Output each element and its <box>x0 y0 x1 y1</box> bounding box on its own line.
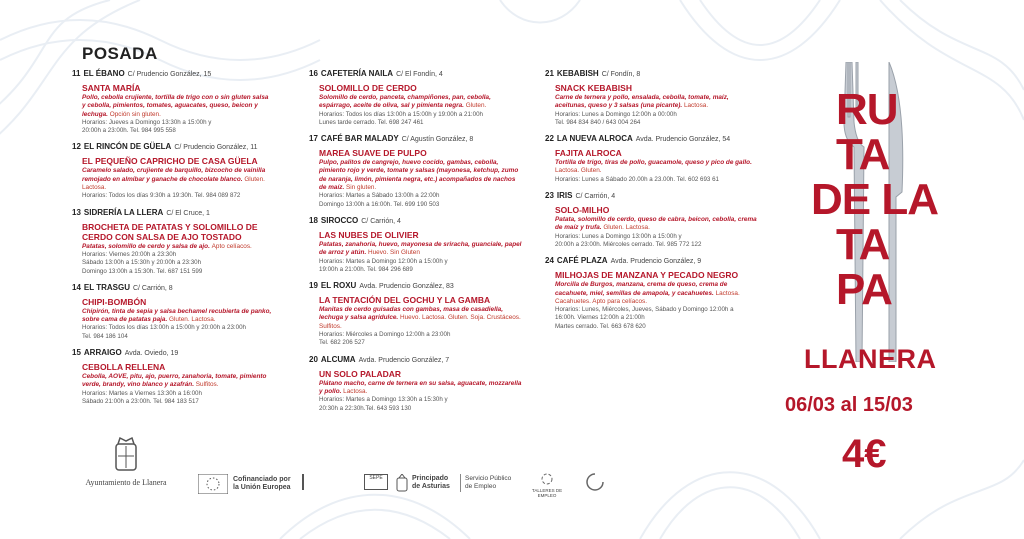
dish-ingredients: Solomillo de cerdo, panceta, champiñones, pan, cebolla, espárrago, aceite de oliva, sal y pimienta negra. <box>319 94 491 110</box>
dish-name: SOLO-MILHO <box>555 205 610 216</box>
restaurant-number: 20 <box>309 354 318 364</box>
restaurant-name: EL ROXU <box>320 281 357 291</box>
schedule-line: Horarios: Lunes a Sábado 20.00h a 23.00h. Tel. 602 693 61 <box>555 175 719 183</box>
dish-name: CEBOLLA RELLENA <box>82 362 166 373</box>
schedule-line: 20:30h a 22:30h.Tel. 643 593 130 <box>319 404 412 412</box>
schedule-line: Martes cerrado. Tel. 663 678 620 <box>555 322 646 330</box>
restaurant-number: 19 <box>309 281 318 291</box>
dish-description <box>319 241 524 258</box>
dish-allergens: Gluten. Lactosa. <box>603 224 650 232</box>
dish-allergens: Gluten. <box>465 102 487 110</box>
restaurant-entry <box>72 347 272 406</box>
restaurant-address: C/ Prudencio González, 11 <box>174 144 258 152</box>
restaurant-header <box>309 133 524 145</box>
dish-description <box>82 308 272 325</box>
title-line-2: TA <box>836 130 890 179</box>
dish-name: LA TENTACIÓN DEL GOCHU Y LA GAMBA <box>319 295 491 306</box>
column-2 <box>309 68 524 419</box>
restaurant-number: 12 <box>72 142 81 152</box>
restaurant-name: LA NUEVA ALROCA <box>556 134 633 144</box>
ayuntamiento-logo <box>78 436 174 487</box>
dish-name: LAS NUBES DE OLIVIER <box>319 229 419 240</box>
dish-ingredients: Carne de ternera y pollo, ensalada, cebolla, tomate, maíz, aceitunas, queso y 3 salsas (una picante). <box>555 94 729 110</box>
coat-of-arms-icon <box>112 436 140 476</box>
restaurant-header <box>545 68 760 80</box>
restaurant-number: 23 <box>545 191 554 201</box>
schedule-line: 20:00h a 23:00h. Tel. 984 995 558 <box>82 127 176 135</box>
partner-swirl-icon <box>585 472 605 492</box>
restaurant-header <box>72 141 272 153</box>
restaurant-number: 24 <box>545 256 554 266</box>
restaurant-header <box>72 68 272 80</box>
restaurant-number: 16 <box>309 69 318 78</box>
restaurant-header <box>309 280 524 292</box>
restaurant-entry <box>309 280 524 347</box>
place-name: LLANERA <box>804 344 937 374</box>
dish-description <box>555 216 760 233</box>
talleres-label: TALLERES DE EMPLEO <box>531 488 563 498</box>
restaurant-entry <box>309 215 524 274</box>
restaurant-header <box>309 354 524 366</box>
dish-ingredients: Cebolla, AOVE, pitu, ajo, puerro, zanahoria, tomate, pimiento verde, brandy, vino blanco y azafrán. <box>82 373 267 389</box>
title-line-3: DE LA <box>811 175 938 224</box>
restaurant-address: C/ Carrión, 4 <box>575 193 616 201</box>
dish-allergens: Gluten. Lactosa. <box>82 175 265 192</box>
restaurant-number: 18 <box>309 215 318 225</box>
dish-name: SNACK KEBABISH <box>555 83 632 93</box>
dish-allergens: Huevo. Lactosa. Gluten. Soja. Crustáceos. Sulfitos. <box>319 314 521 330</box>
schedule-line: Horarios: Todos los días 13:00h a 15:00h y 19:00h a 21:00h <box>319 110 483 118</box>
eu-flag-icon <box>198 474 228 494</box>
restaurant-address: C/ Carrión, 4 <box>361 217 401 225</box>
dish-ingredients: Plátano macho, carne de ternera en su salsa, aguacate, mozzarella y pollo. <box>319 379 522 395</box>
restaurant-number: 15 <box>72 348 81 358</box>
dish-allergens: Opción sin gluten. <box>109 110 161 118</box>
dish-description <box>319 306 524 331</box>
schedule-line: Sábado 21:00h a 23:00h. Tel. 984 183 517 <box>82 397 199 405</box>
restaurant-header <box>545 133 760 145</box>
restaurant-number: 22 <box>545 134 554 144</box>
talleres-logo <box>522 472 572 498</box>
schedule-line: Domingo 13:00h a 15:30h. Tel. 687 151 599 <box>82 267 203 275</box>
restaurant-address: C/ Carrión, 8 <box>132 284 173 292</box>
restaurant-name: SIDRERÍA LA LLERA <box>83 207 164 217</box>
restaurant-address: Avda. Prudencio González, 83 <box>359 283 454 291</box>
schedule-line: Horarios: Martes a Sábado 13:00h a 22:00h <box>319 192 440 200</box>
title-line-1: RU <box>836 85 898 134</box>
schedule-line: Horarios: Miércoles a Domingo 12:00h a 23:00h <box>319 331 451 339</box>
dish-description <box>82 167 272 192</box>
restaurant-name: EL RINCÓN DE GÜELA <box>83 142 172 152</box>
dish-ingredients: Morcilla de Burgos, manzana, crema de queso, crema de cacahuete, miel, semillas de amapola, y cacahuetes. <box>555 281 728 297</box>
ministry-logo: SEPE <box>302 474 388 490</box>
restaurant-name: KEBABISH <box>556 69 599 78</box>
restaurant-address: Avda. Prudencio González, 54 <box>635 136 731 144</box>
dish-description <box>319 159 524 192</box>
restaurant-name: CAFETERÍA NAILA <box>320 69 394 78</box>
dish-allergens: Lactosa. <box>343 387 368 395</box>
dish-ingredients: Tortilla de trigo, tiras de pollo, guacamole, queso y pico de gallo. <box>555 159 752 167</box>
restaurant-header <box>72 347 272 359</box>
dish-name: BROCHETA DE PATATAS Y SOLOMILLO DE CERDO CON SALSA DE AJO TOSTADO <box>82 221 258 242</box>
dish-ingredients: Chipirón, tinta de sepia y salsa bechamel recubierta de panko, sobre cama de patatas paja. <box>82 307 272 324</box>
schedule-line: Sábado 13:00h a 15:30h y 20:00h a 23:30h <box>82 259 202 267</box>
restaurant-header <box>545 190 760 202</box>
dish-allergens: Sin gluten. <box>346 184 377 192</box>
dish-ingredients: Pollo, cebolla crujiente, tortilla de trigo con o sin gluten salsa y cebolla, pimientos, tomates, aguacates, queso, beicon y lechuga. <box>82 94 269 118</box>
dish-ingredients: Patatas, zanahoria, huevo, mayonesa de sriracha, guanciale, papel de arroz y atún. <box>319 240 522 257</box>
schedule-line: Domingo 13:00h a 16:00h. Tel. 699 190 503 <box>319 200 440 208</box>
restaurant-header <box>309 215 524 227</box>
schedule-line: 16:00h. Viernes 12:00h a 21:00h <box>555 314 645 322</box>
dish-allergens: Lactosa. <box>683 102 709 110</box>
eu-label: Cofinanciado por la Unión Europea <box>233 476 291 491</box>
event-dates: 06/03 al 15/03 <box>785 394 913 416</box>
dish-name: EL PEQUEÑO CAPRICHO DE CASA GÜELA <box>82 156 258 167</box>
restaurant-header <box>72 207 272 219</box>
dish-allergens: Apto celíacos. <box>211 242 252 250</box>
restaurant-entry <box>72 207 272 276</box>
restaurant-name: EL ÉBANO <box>83 69 125 78</box>
dish-name: MAREA SUAVE DE PULPO <box>319 148 427 159</box>
servicio-label: Servicio Público de Empleo <box>465 475 512 490</box>
dish-allergens: Huevo. Sin Gluten <box>368 249 420 257</box>
dish-description <box>82 94 272 119</box>
column-3 <box>545 68 760 337</box>
principado-label: Principado de Asturias <box>412 475 450 490</box>
dish-name: MILHOJAS DE MANZANA Y PECADO NEGRO <box>555 270 739 281</box>
restaurant-entry <box>545 190 760 249</box>
restaurant-entry <box>545 68 760 127</box>
restaurant-header <box>545 255 760 267</box>
dish-description <box>319 94 524 111</box>
restaurant-number: 21 <box>545 69 554 78</box>
restaurant-address: Avda. Prudencio González, 7 <box>358 356 450 364</box>
title-line-5: PA <box>836 265 892 314</box>
dish-description <box>555 281 760 306</box>
dish-ingredients: Caramelo salado, crujiente de barquillo, bizcocho de vainilla remojado en almíbar y ganache de chocolate blanco. <box>82 167 266 183</box>
title-line-4: TA <box>836 220 890 269</box>
dish-ingredients: Patatas, solomillo de cerdo y salsa de ajo. <box>82 242 210 250</box>
schedule-line: Tel. 984 186 104 <box>82 332 128 340</box>
partner-logo <box>585 472 605 494</box>
dish-allergens: Lactosa. Gluten. <box>555 167 602 175</box>
dish-description <box>319 380 524 397</box>
schedule-line: Tel. 682 206 527 <box>319 339 365 347</box>
dish-allergens: Lactosa. Cacahuetes. Apto para celíacos. <box>555 289 740 305</box>
restaurant-address: C/ Agustín González, 8 <box>401 136 474 144</box>
restaurant-name: SIROCCO <box>320 215 359 225</box>
dish-name: UN SOLO PALADAR <box>319 368 402 379</box>
dish-name: CHIPI-BOMBÓN <box>82 296 147 307</box>
asturias-crest-icon <box>396 474 408 492</box>
restaurant-header <box>72 282 272 294</box>
column-1 <box>72 68 272 412</box>
restaurant-address: C/ El Cruce, 1 <box>166 209 210 217</box>
restaurant-name: ALCUMA <box>320 354 356 364</box>
restaurant-name: EL TRASGU <box>83 282 130 292</box>
restaurant-entry <box>72 68 272 135</box>
dish-name: FAJITA ALROCA <box>555 148 622 159</box>
dish-ingredients: Pulpo, palitos de cangrejo, huevo cocido, gambas, cebolla, pimiento rojo y verde, tomate y salsas (mayonesa, ketchup, zumo de naranja, limón, pimienta negra, etc.) acompañados de nachos de maíz. <box>319 159 519 192</box>
restaurant-address: C/ El Fondín, 4 <box>396 71 443 78</box>
restaurant-entry <box>309 354 524 413</box>
dish-description <box>82 243 272 251</box>
schedule-line: Horarios: Todos los días 9:30h a 19:30h. Tel. 984 089 872 <box>82 192 241 200</box>
restaurant-entry <box>309 133 524 209</box>
schedule-line: Lunes tarde cerrado. Tel. 698 247 461 <box>319 118 424 126</box>
dish-name: SANTA MARÍA <box>82 83 141 93</box>
schedule-line: 19:00h a 21:00h. Tel. 984 296 689 <box>319 265 413 273</box>
restaurant-entry <box>72 282 272 341</box>
section-title: POSADA <box>82 44 158 63</box>
dish-name: SOLOMILLO DE CERDO <box>319 83 417 93</box>
restaurant-number: 11 <box>72 69 81 78</box>
schedule-line: Tel. 984 834 840 / 643 004 264 <box>555 118 641 126</box>
restaurant-number: 13 <box>72 207 81 217</box>
dish-allergens: Sulfitos. <box>195 381 219 389</box>
restaurant-address: Avda. Oviedo, 19 <box>124 350 179 358</box>
dish-allergens: Gluten. Lactosa. <box>169 316 216 324</box>
schedule-line: Horarios: Lunes, Miércoles, Jueves, Sábado y Domingo 12:00h a <box>555 306 734 314</box>
ayuntamiento-label: Ayuntamiento de Llanera <box>85 478 167 487</box>
dish-description <box>82 373 272 390</box>
schedule-line: Horarios: Todos los días 13:00h a 15:00h y 20:00h a 23:00h <box>82 324 246 332</box>
restaurant-name: CAFÉ BAR MALADY <box>320 134 399 144</box>
restaurant-address: C/ Fondín, 8 <box>601 71 641 78</box>
restaurant-name: CAFÉ PLAZA <box>556 256 608 266</box>
restaurant-address: Avda. Prudencio González, 9 <box>610 258 702 266</box>
principado-logo <box>396 474 517 492</box>
restaurant-address: C/ Prudencio González, 15 <box>127 71 212 78</box>
restaurant-entry <box>72 141 272 200</box>
dish-ingredients: Patata, solomillo de cerdo, queso de cabra, beicon, cebolla, crema de maíz y trufa. <box>555 216 757 232</box>
schedule-line: Horarios: Martes a Viernes 13:30h a 16:00h <box>82 389 202 397</box>
dish-ingredients: Manitas de cerdo guisadas con gambas, masa de casadiella, lechuga y salsa agridulce. <box>319 306 503 322</box>
restaurant-number: 17 <box>309 134 318 144</box>
schedule-line: Horarios: Jueves a Domingo 13:30h a 15:00h y <box>82 118 212 126</box>
restaurant-name: IRIS <box>556 191 573 201</box>
restaurant-header <box>309 68 524 80</box>
dish-description <box>555 159 760 176</box>
talleres-icon <box>539 472 555 486</box>
restaurant-entry <box>309 68 524 127</box>
restaurant-name: ARRAIGO <box>83 348 122 358</box>
schedule-line: Horarios: Martes a Domingo 12:00h a 15:00h y <box>319 257 448 265</box>
price: 4€ <box>842 432 887 476</box>
schedule-line: Horarios: Martes a Domingo 13:30h a 15:30h y <box>319 396 448 404</box>
schedule-line: Horarios: Lunes a Domingo 12:00h a 00:00h <box>555 110 677 118</box>
schedule-line: Horarios: Viernes 20:00h a 23:30h <box>82 250 177 258</box>
dish-description <box>555 94 760 111</box>
eu-logo <box>198 474 295 494</box>
restaurant-number: 14 <box>72 282 81 292</box>
restaurant-entry <box>545 133 760 184</box>
schedule-line: 20:00h a 23:00h. Miércoles cerrado. Tel. 985 772 122 <box>555 240 702 248</box>
schedule-line: Horarios: Lunes a Domingo 13:00h a 15:00h y <box>555 232 682 240</box>
restaurant-entry <box>545 255 760 331</box>
